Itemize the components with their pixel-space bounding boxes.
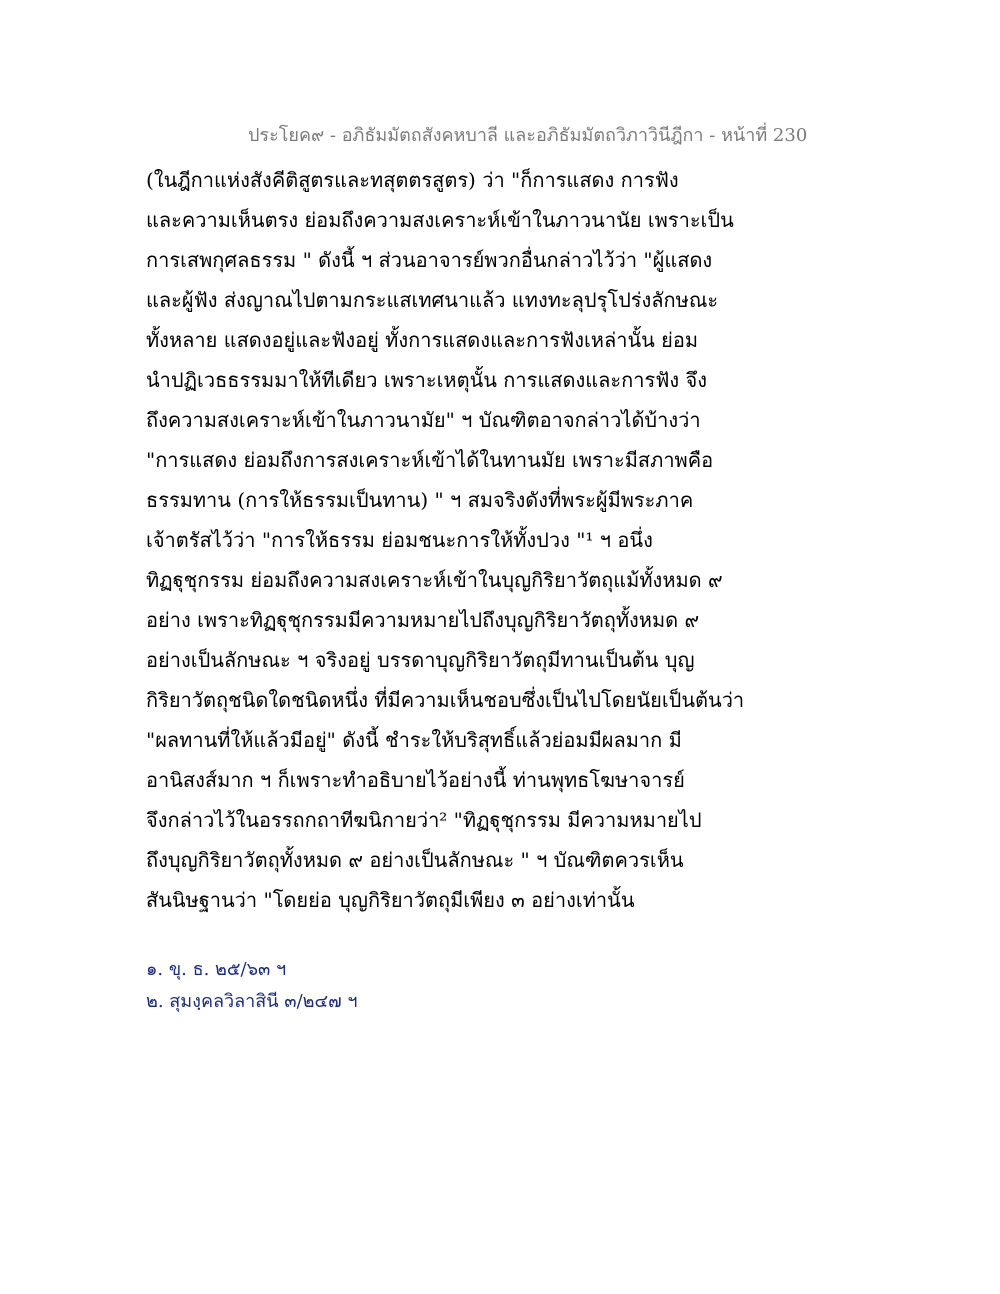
footnote: ๑. ขุ. ธ. ๒๕/๖๓ ฯ bbox=[146, 959, 287, 980]
body-line: สันนิษฐานว่า "โดยย่อ บุญกิริยาวัตถุมีเพียง ๓ อย่างเท่านั้น bbox=[146, 888, 635, 912]
footnote: ๒. สุมงฺคลวิลาสินี ๓/๒๔๗ ฯ bbox=[146, 991, 358, 1012]
body-line: ธรรมทาน (การให้ธรรมเป็นทาน) " ฯ สมจริงดังที่พระผู้มีพระภาค bbox=[146, 488, 694, 512]
body-line: ทั้งหลาย แสดงอยู่และฟังอยู่ ทั้งการแสดงและการฟังเหล่านั้น ย่อม bbox=[146, 328, 699, 352]
body-line: อย่าง เพราะทิฏฐุชุกรรมมีความหมายไปถึงบุญกิริยาวัตถุทั้งหมด ๙ bbox=[146, 608, 700, 632]
body-line: นำปฏิเวธธรรมมาให้ทีเดียว เพราะเหตุนั้น การแสดงและการฟัง จึง bbox=[146, 368, 707, 392]
body-line: ทิฏฐุชุกรรม ย่อมถึงความสงเคราะห์เข้าในบุญกิริยาวัตถุแม้ทั้งหมด ๙ bbox=[146, 568, 723, 592]
body-line: ถึงความสงเคราะห์เข้าในภาวนามัย" ฯ บัณฑิตอาจกล่าวได้บ้างว่า bbox=[146, 408, 701, 432]
body-line: "ผลทานที่ให้แล้วมีอยู่" ดังนี้ ชำระให้บริสุทธิ์แล้วย่อมมีผลมาก มี bbox=[146, 728, 682, 752]
body-line: กิริยาวัตถุชนิดใดชนิดหนึ่ง ที่มีความเห็นชอบซึ่งเป็นไปโดยนัยเป็นต้นว่า bbox=[146, 688, 745, 712]
body-line: การเสพกุศลธรรม " ดังนี้ ฯ ส่วนอาจารย์พวกอื่นกล่าวไว้ว่า "ผู้แสดง bbox=[146, 248, 713, 272]
body-line: เจ้าตรัสไว้ว่า "การให้ธรรม ย่อมชนะการให้ทั้งปวง "¹ ฯ อนึ่ง bbox=[146, 528, 653, 552]
body-line: "การแสดง ย่อมถึงการสงเคราะห์เข้าได้ในทานมัย เพราะมีสภาพคือ bbox=[146, 448, 714, 472]
body-line: อานิสงส์มาก ฯ ก็เพราะทำอธิบายไว้อย่างนี้ ท่านพุทธโฆษาจารย์ bbox=[146, 768, 685, 792]
body-text bbox=[146, 160, 746, 920]
footnotes bbox=[146, 954, 546, 1018]
body-line: จึงกล่าวไว้ในอรรถกถาทีฆนิกายว่า² "ทิฏฐุชุกรรม มีความหมายไป bbox=[146, 808, 702, 832]
body-line: และความเห็นตรง ย่อมถึงความสงเคราะห์เข้าในภาวนานัย เพราะเป็น bbox=[146, 208, 734, 232]
running-header: ประโยค๙ - อภิธัมมัตถสังคหบาลี และอภิธัมมัตถวิภาวินีฎีกา - หน้าที่ 230 bbox=[248, 125, 808, 146]
body-line: และผู้ฟัง ส่งญาณไปตามกระแสเทศนาแล้ว แทงทะลุปรุโปร่งลักษณะ bbox=[146, 288, 719, 312]
body-line: (ในฎีกาแห่งสังคีติสูตรและทสุตตรสูตร) ว่า "ก็การแสดง การฟัง bbox=[146, 168, 679, 192]
body-line: อย่างเป็นลักษณะ ฯ จริงอยู่ บรรดาบุญกิริยาวัตถุมีทานเป็นต้น บุญ bbox=[146, 648, 695, 672]
body-line: ถึงบุญกิริยาวัตถุทั้งหมด ๙ อย่างเป็นลักษณะ " ฯ บัณฑิตควรเห็น bbox=[146, 848, 684, 872]
